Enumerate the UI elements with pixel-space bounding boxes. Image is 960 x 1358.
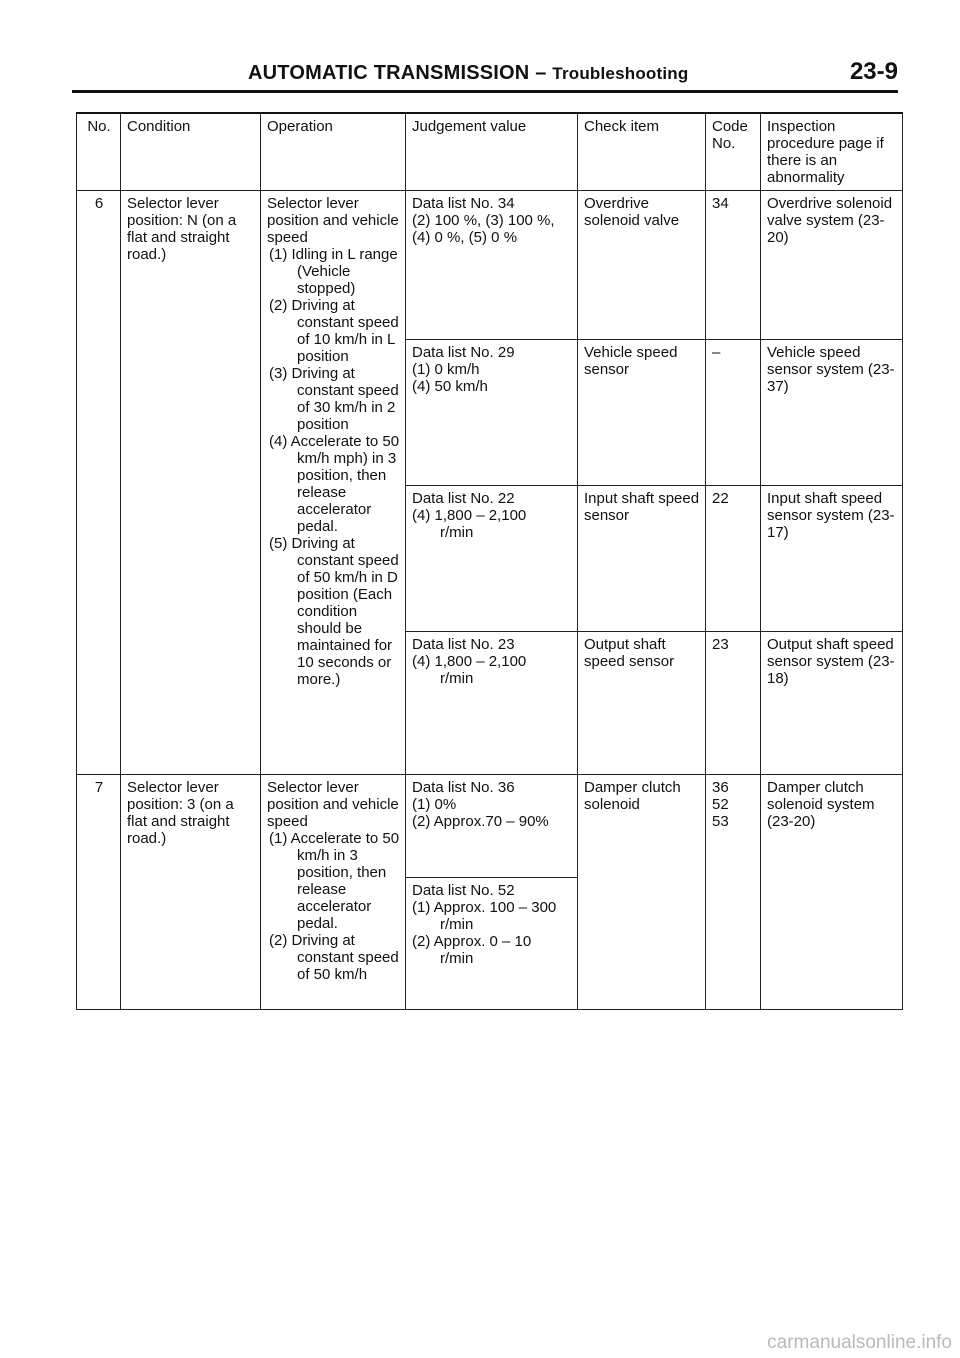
judgement-line: (4) 50 km/h (412, 378, 488, 395)
row-operation (261, 775, 406, 1010)
inspection-cell: Input shaft speed sensor system (23-17) (761, 486, 903, 632)
judgement-line: (2) Approx. 0 – 10 (412, 933, 532, 950)
page-number: 23-9 (849, 58, 898, 85)
check-item-cell: Output shaft speed sensor (578, 632, 706, 775)
page-header (0, 0, 960, 100)
row-condition: Selector lever position: 3 (on a flat and straight road.) (121, 775, 261, 1010)
table-header-row (77, 113, 903, 191)
check-item-cell: Damper clutch solenoid (578, 775, 706, 1010)
col-header-check-item: Check item (578, 113, 706, 191)
page-title (248, 62, 688, 85)
judgement-cell (406, 775, 578, 878)
row-no: 6 (77, 191, 121, 775)
judgement-cell (406, 340, 578, 486)
code-cell: – (706, 340, 761, 486)
row-condition: Selector lever position: N (on a flat and straight road.) (121, 191, 261, 775)
code-cell: 34 (706, 191, 761, 340)
row-operation (261, 191, 406, 775)
col-header-code: Code No. (706, 113, 761, 191)
operation-lead: Selector lever position and vehicle speed (267, 779, 399, 830)
troubleshooting-table (76, 112, 903, 1010)
table-row (77, 191, 903, 340)
col-header-condition: Condition (121, 113, 261, 191)
judgement-title: Data list No. 52 (412, 882, 515, 899)
judgement-line: (4) 1,800 – 2,100 (412, 507, 527, 524)
judgement-line: r/min (440, 916, 474, 933)
judgement-line: (4) 1,800 – 2,100 (412, 653, 527, 670)
judgement-cell (406, 878, 578, 1010)
section-title: AUTOMATIC TRANSMISSION (248, 62, 530, 84)
operation-step: (2) Driving at constant speed of 10 km/h in L position (269, 297, 399, 365)
code-cell: 23 (706, 632, 761, 775)
watermark-text: carmanualsonline.info (767, 1332, 952, 1353)
judgement-title: Data list No. 22 (412, 490, 515, 507)
operation-step: (1) Accelerate to 50 km/h in 3 position, then release accelerator pedal. (269, 830, 400, 932)
row-no: 7 (77, 775, 121, 1010)
judgement-line: (2) Approx.70 – 90% (412, 813, 549, 830)
operation-step: (5) Driving at constant speed of 50 km/h in D position (Each condition should be maintained for 10 seconds or more.) (269, 535, 399, 688)
title-dash: – (535, 62, 547, 84)
code-value: 53 (712, 813, 729, 830)
inspection-cell: Damper clutch solenoid system (23-20) (761, 775, 903, 1010)
judgement-cell (406, 632, 578, 775)
code-cell: 22 (706, 486, 761, 632)
judgement-cell (406, 191, 578, 340)
operation-step: (1) Idling in L range (Vehicle stopped) (269, 246, 398, 297)
code-value: 36 (712, 779, 729, 796)
check-item-cell: Overdrive solenoid valve (578, 191, 706, 340)
operation-lead: Selector lever position and vehicle speed (267, 195, 399, 246)
operation-step: (3) Driving at constant speed of 30 km/h in 2 position (269, 365, 399, 433)
operation-step: (4) Accelerate to 50 km/h mph) in 3 position, then release accelerator pedal. (269, 433, 400, 535)
judgement-title: Data list No. 36 (412, 779, 515, 796)
judgement-cell (406, 486, 578, 632)
col-header-operation: Operation (261, 113, 406, 191)
inspection-cell: Vehicle speed sensor system (23-37) (761, 340, 903, 486)
judgement-title: Data list No. 34 (412, 195, 515, 212)
col-header-inspection: Inspection procedure page if there is an abnormality (761, 113, 903, 191)
code-cell (706, 775, 761, 1010)
judgement-line: (2) 100 %, (3) 100 %, (412, 212, 555, 229)
judgement-line: (1) 0 km/h (412, 361, 480, 378)
operation-step: (2) Driving at constant speed of 50 km/h (269, 932, 399, 983)
judgement-line: r/min (440, 670, 474, 687)
inspection-cell: Output shaft speed sensor system (23-18) (761, 632, 903, 775)
judgement-title: Data list No. 29 (412, 344, 515, 361)
table-row (77, 775, 903, 878)
judgement-line: (1) 0% (412, 796, 457, 813)
judgement-title: Data list No. 23 (412, 636, 515, 653)
col-header-no: No. (77, 113, 121, 191)
judgement-line: r/min (440, 950, 474, 967)
judgement-line: (4) 0 %, (5) 0 % (412, 229, 518, 246)
code-value: 52 (712, 796, 729, 813)
header-rule (72, 90, 898, 93)
check-item-cell: Input shaft speed sensor (578, 486, 706, 632)
judgement-line: (1) Approx. 100 – 300 (412, 899, 557, 916)
check-item-cell: Vehicle speed sensor (578, 340, 706, 486)
section-subtitle: Troubleshooting (552, 64, 689, 83)
col-header-judgement: Judgement value (406, 113, 578, 191)
inspection-cell: Overdrive solenoid valve system (23-20) (761, 191, 903, 340)
judgement-line: r/min (440, 524, 474, 541)
